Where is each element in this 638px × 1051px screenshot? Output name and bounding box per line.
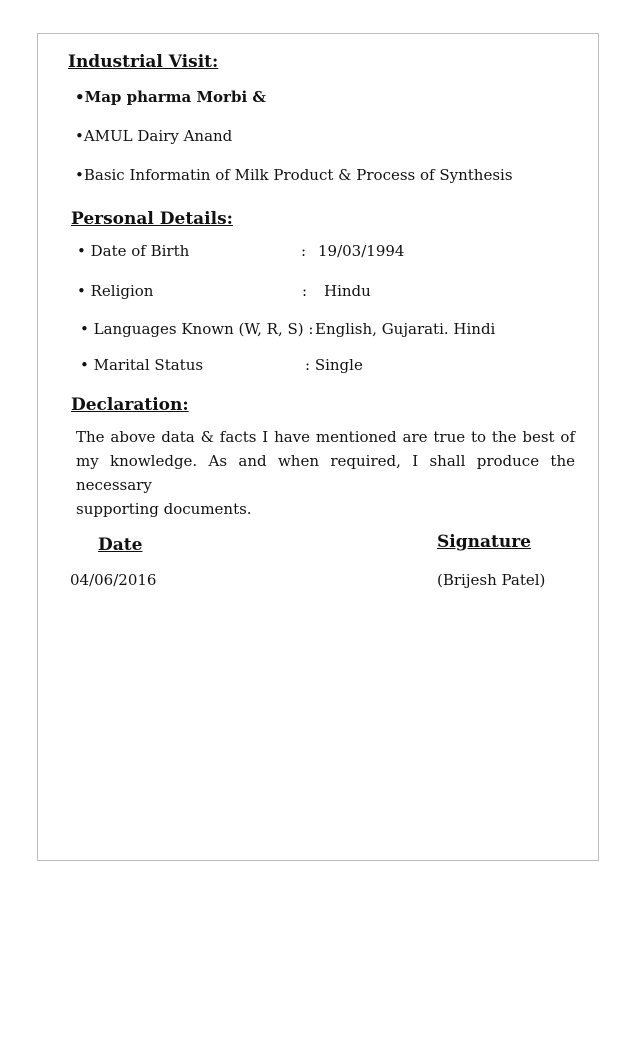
dob-value: 19/03/1994 <box>318 242 405 260</box>
declaration-text <box>76 425 575 521</box>
languages-label: • Languages Known (W, R, S) : <box>80 320 314 338</box>
date-value: 04/06/2016 <box>70 571 157 589</box>
dob-separator: : <box>301 242 307 260</box>
signature-name: (Brijesh Patel) <box>437 571 546 589</box>
date-label: Date <box>98 535 143 555</box>
religion-value: Hindu <box>324 282 371 300</box>
religion-separator: : <box>302 282 308 300</box>
marital-status-value: : Single <box>305 356 363 374</box>
industrial-visit-item-3: •Basic Informatin of Milk Product & Process of Synthesis <box>75 166 513 184</box>
personal-details-heading: Personal Details: <box>71 209 233 229</box>
industrial-visit-heading: Industrial Visit: <box>68 52 219 72</box>
marital-status-label: • Marital Status <box>80 356 204 374</box>
signature-label: Signature <box>437 532 531 552</box>
declaration-heading: Declaration: <box>71 395 189 415</box>
languages-value: English, Gujarati. Hindi <box>315 320 496 338</box>
industrial-visit-item-2: •AMUL Dairy Anand <box>75 127 233 145</box>
declaration-text-last-line: supporting documents. <box>76 500 252 518</box>
declaration-text-main: The above data & facts I have mentioned are true to the best of my knowledge. As and when required, I shall produce the necessary <box>76 428 575 494</box>
dob-label: • Date of Birth <box>77 242 190 260</box>
industrial-visit-item-1: •Map pharma Morbi & <box>75 88 266 106</box>
religion-label: • Religion <box>77 282 154 300</box>
